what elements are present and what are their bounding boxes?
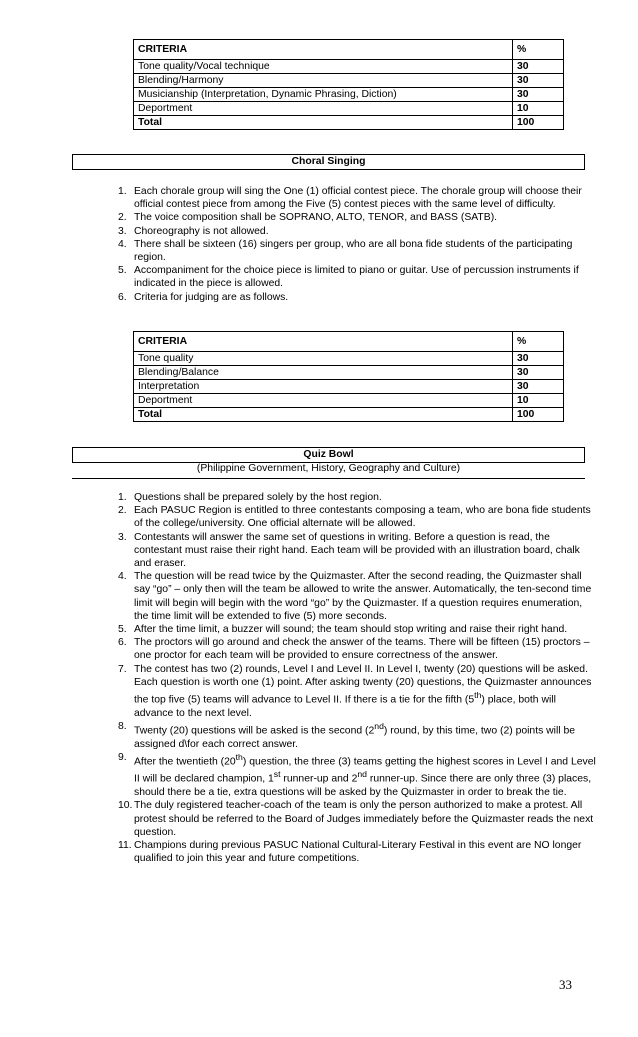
criteria-cell: Interpretation <box>134 380 513 394</box>
choral-singing-heading: Choral Singing <box>72 154 585 170</box>
criteria-table-vocal <box>133 39 564 130</box>
percent-cell: 30 <box>513 60 564 74</box>
total-value: 100 <box>513 408 564 422</box>
page-number: 33 <box>559 977 572 992</box>
criteria-header: CRITERIA <box>134 332 513 352</box>
quiz-rules-list <box>118 491 596 865</box>
list-item: 7. The contest has two (2) rounds, Level I and Level II. In Level I, twenty (20) questions will be asked. Each question is worth one (1) point. After asking twenty (20) questions, the Quizmaster announces the top five (5) teams will advance to Level II. If there is a tie for the fifth (5th) place, both will advance to the next level. <box>118 663 592 719</box>
percent-cell: 30 <box>513 74 564 88</box>
percent-cell: 30 <box>513 366 564 380</box>
criteria-cell: Tone quality/Vocal technique <box>134 60 513 74</box>
list-item: 6. The proctors will go around and check the answer of the teams. There will be fifteen (15) proctors – one proctor for each team will be provided to ensure correctness of the answer. <box>118 637 590 662</box>
table-row <box>134 74 564 88</box>
percent-header: % <box>513 40 564 60</box>
table-total-row <box>134 408 564 422</box>
list-item: 2. Each PASUC Region is entitled to three contestants composing a team, who are bona fide students of the college/university. One official alternate will be allowed. <box>118 505 591 530</box>
list-item: 10. The duly registered teacher-coach of the team is only the person authorized to make a protest. All protest should be referred to the Board of Judges immediately before the Quizmaster reads the next question. <box>118 800 594 838</box>
list-item: 11. Champions during previous PASUC National Cultural-Literary Festival in this event are NO longer qualified to join this year and future competitions. <box>118 839 582 865</box>
table-row <box>134 352 564 366</box>
criteria-cell: Tone quality <box>134 352 513 366</box>
list-item: 3. Choreography is not allowed. <box>118 225 269 237</box>
percent-cell: 10 <box>513 102 564 116</box>
list-item: 8. Twenty (20) questions will be asked is the second (2nd) round, by this time, two (2) points will be assigned d\for each correct answer. <box>118 720 576 750</box>
percent-cell: 30 <box>513 352 564 366</box>
table-row <box>134 88 564 102</box>
table-row <box>134 380 564 394</box>
total-label: Total <box>134 116 513 130</box>
quiz-bowl-subtitle: (Philippine Government, History, Geography and Culture) <box>196 463 461 474</box>
percent-cell: 30 <box>513 88 564 102</box>
table-row <box>134 60 564 74</box>
percent-header: % <box>513 332 564 352</box>
table-row <box>134 102 564 116</box>
list-item: 9. After the twentieth (20th) question, the three (3) teams getting the highest scores in Level I and Level II will be declared champion, 1st runner-up and 2nd runner-up. Since there are only three (3) places, should there be a tie, extra questions will be asked by the Quizmaster in order to break the tie. <box>118 751 596 799</box>
list-item: 5. After the time limit, a buzzer will sound; the team should stop writing and raise their right hand. <box>118 624 568 636</box>
total-value: 100 <box>513 116 564 130</box>
list-item: 1. Each chorale group will sing the One (1) official contest piece. The chorale group will choose their official contest piece from among the Five (5) contest pieces with the same level of difficulty. <box>118 186 582 211</box>
list-item: 6. Criteria for judging are as follows. <box>118 291 289 303</box>
list-item: 4. The question will be read twice by the Quizmaster. After the second reading, the Quizmaster shall say “go” – only then will the team be allowed to write the answer. Automatically, the ten-second time limit will begin will begin with the word “go” by the Quizmaster. If a question requires enumeration, the time limit will be extended to five (5) more seconds. <box>118 571 592 622</box>
criteria-cell: Blending/Balance <box>134 366 513 380</box>
list-item: 4. There shall be sixteen (16) singers per group, who are all bona fide students of the participating region. <box>118 238 573 264</box>
table-header-row <box>134 332 564 352</box>
criteria-cell: Musicianship (Interpretation, Dynamic Phrasing, Diction) <box>134 88 513 102</box>
subtitle-rule <box>72 478 585 479</box>
table-row <box>134 366 564 380</box>
table-header-row <box>134 40 564 60</box>
percent-cell: 30 <box>513 380 564 394</box>
percent-cell: 10 <box>513 394 564 408</box>
choral-rules-list <box>118 185 594 304</box>
table-total-row <box>134 116 564 130</box>
list-item: 1. Questions shall be prepared solely by the host region. <box>118 492 382 503</box>
criteria-cell: Deportment <box>134 102 513 116</box>
criteria-header: CRITERIA <box>134 40 513 60</box>
table-row <box>134 394 564 408</box>
criteria-cell: Blending/Harmony <box>134 74 513 88</box>
list-item: 2. The voice composition shall be SOPRANO, ALTO, TENOR, and BASS (SATB). <box>118 212 498 224</box>
list-item: 5. Accompaniment for the choice piece is limited to piano or guitar. Use of percussion instruments if indicated in the piece is allowed. <box>118 265 579 290</box>
criteria-table-choral <box>133 331 564 422</box>
list-item: 3. Contestants will answer the same set of questions in writing. Before a question is read, the contestant must raise their right hand. Each team will be provided with an illustration board, chalk and eraser. <box>118 531 580 570</box>
total-label: Total <box>134 408 513 422</box>
criteria-cell: Deportment <box>134 394 513 408</box>
quiz-bowl-heading: Quiz Bowl <box>72 447 585 463</box>
